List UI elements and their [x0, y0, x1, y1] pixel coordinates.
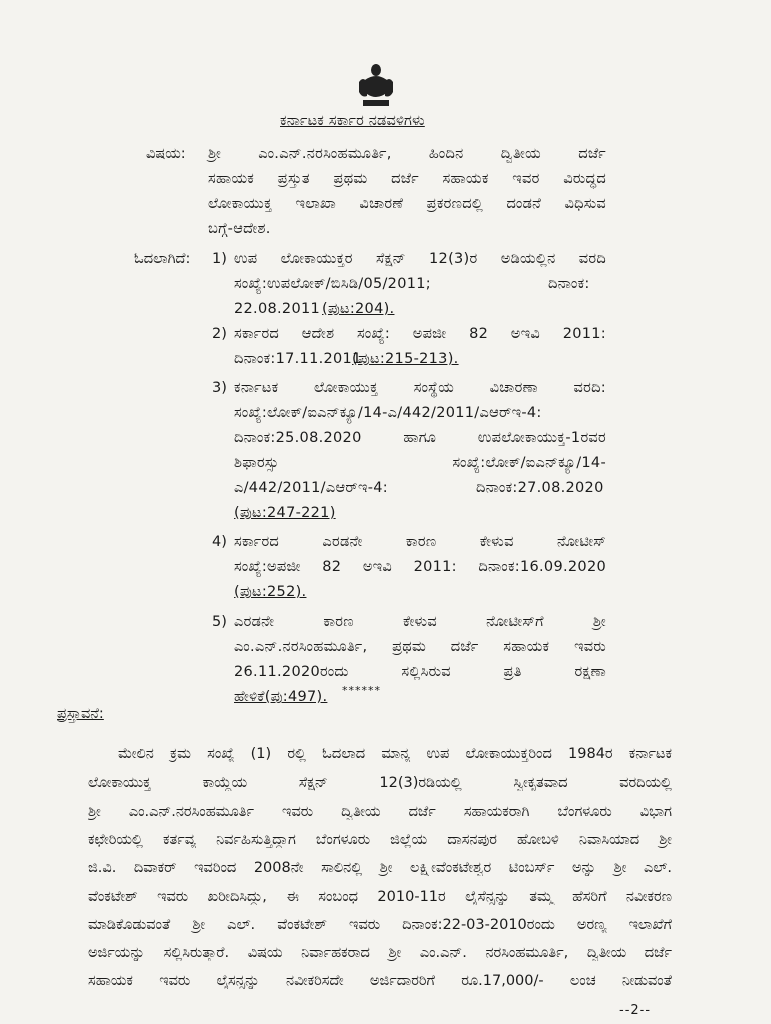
reference-2-line-1: ಸರ್ಕಾರದ ಆದೇಶ ಸಂಖ್ಯೆ: ಅಪಜೀ 82 ಅಇವಿ 2011: — [234, 326, 606, 342]
reference-1-line-1: ಉಪ ಲೋಕಾಯುಕ್ತರ ಸೆಕ್ಷನ್ 12(3)ರ ಅಡಿಯಲ್ಲಿನ ವರದಿ — [234, 251, 606, 267]
preamble-line: ಶ್ರೀ ಎಂ.ಎನ್.ನರಸಿಂಹಮೂರ್ತಿ ಇವರು ದ್ವಿತೀಯ ದರ್ಜೆ ಸಹಾಯಕರಾಗಿ ಬೆಂಗಳೂರು ವಿಭಾಗ — [88, 804, 672, 820]
reference-number: 2) — [212, 326, 227, 342]
reference-4-page: (ಪುಟ:252). — [234, 584, 307, 600]
reference-2-page: (ಪುಟ:215-213). — [352, 351, 459, 367]
reference-3-line-3: ದಿನಾಂಕ:25.08.2020 ಹಾಗೂ ಉಪಲೋಕಾಯುಕ್ತ-1ರವರ — [234, 430, 606, 446]
subject-line-1: ಶ್ರೀ ಎಂ.ಎನ್.ನರಸಿಂಹಮೂರ್ತಿ, ಹಿಂದಿನ ದ್ವಿತೀಯ ದರ್ಜೆ — [208, 146, 606, 162]
preamble-heading: ಪ್ರಸ್ತಾವನೆ: — [57, 706, 104, 722]
state-emblem-icon — [355, 62, 397, 110]
reference-1-date-label: ದಿನಾಂಕ: — [548, 276, 590, 292]
subject-line-4: ಬಗ್ಗೆ-ಆದೇಶ. — [208, 221, 271, 237]
reference-number: 4) — [212, 534, 227, 550]
reference-3-line-2: ಸಂಖ್ಯೆ:ಲೋಕ್/ಐಎನ್‌ಕ್ಯೂ/14-ಎ/442/2011/ಎಆರ್‌ಇ-4: — [234, 405, 542, 421]
reference-1-page: (ಪುಟ:204). — [322, 301, 395, 317]
preamble-line: ಲೋಕಾಯುಕ್ತ ಕಾಯ್ದೆಯ ಸೆಕ್ಷನ್ 12(3)ರಡಿಯಲ್ಲಿ ಸ್ವೀಕೃತವಾದ ವರದಿಯಲ್ಲಿ — [88, 775, 672, 791]
reference-1-line-2: ಸಂಖ್ಯೆ:ಉಪಲೋಕ್/ಬಿಸಿಡಿ/05/2011; — [234, 276, 431, 292]
reference-4-line-1: ಸರ್ಕಾರದ ಎರಡನೇ ಕಾರಣ ಕೇಳುವ ನೋಟೀಸ್ — [234, 534, 606, 550]
section-separator: ****** — [342, 684, 381, 697]
reference-5-line-1: ಎರಡನೇ ಕಾರಣ ಕೇಳುವ ನೋಟೀಸ್‌ಗೆ ಶ್ರೀ — [234, 614, 606, 630]
reference-3-date: ದಿನಾಂಕ:27.08.2020 — [476, 480, 604, 496]
reference-5-line-2: ಎಂ.ಎನ್.ನರಸಿಂಹಮೂರ್ತಿ, ಪ್ರಥಮ ದರ್ಜೆ ಸಹಾಯಕ ಇವರು — [234, 639, 606, 655]
preamble-line: ಮೇಲಿನ ಕ್ರಮ ಸಂಖ್ಯೆ (1) ರಲ್ಲಿ ಓದಲಾದ ಮಾನ್ಯ ಉಪ ಲೋಕಾಯುಕ್ತರಿಂದ 1984ರ ಕರ್ನಾಟಕ — [118, 746, 672, 762]
reference-2-line-2: ದಿನಾಂಕ:17.11.2011 — [234, 351, 362, 367]
preamble-line: ಸಹಾಯಕ ಇವರು ಲೈಸನ್ಸನ್ನು ನವೀಕರಿಸದೇ ಅರ್ಜಿದಾರರಿಗೆ ರೂ.17,000/- ಲಂಚ ನೀಡುವಂತೆ — [88, 973, 672, 989]
reference-1-line-3: 22.08.2011 — [234, 301, 321, 317]
subject-line-3: ಲೋಕಾಯುಕ್ತ ಇಲಾಖಾ ವಿಚಾರಣೆ ಪ್ರಕರಣದಲ್ಲಿ ದಂಡನೆ ವಿಧಿಸುವ — [208, 196, 606, 212]
reference-3-line-1: ಕರ್ನಾಟಕ ಲೋಕಾಯುಕ್ತ ಸಂಸ್ಥೆಯ ವಿಚಾರಣಾ ವರದಿ: — [234, 380, 606, 396]
preamble-line: ಜಿ.ವಿ. ದಿವಾಕರ್ ಇವರಿಂದ 2008ನೇ ಸಾಲಿನಲ್ಲಿ ಶ್ರೀ ಲಕ್ಷ್ಮೀವೆಂಕಟೇಶ್ವರ ಟಿಂಬರ್ಸ್ ಅನ್ನು ಶ್ರೀ ಎಲ್. — [88, 860, 672, 876]
reference-number: 5) — [212, 614, 227, 630]
subject-line-2: ಸಹಾಯಕ ಪ್ರಸ್ತುತ ಪ್ರಥಮ ದರ್ಜೆ ಸಹಾಯಕ ಇವರ ವಿರುದ್ಧದ — [208, 171, 606, 187]
reference-5-page: ಹೇಳಿಕೆ(ಪು:497). — [234, 689, 328, 705]
reference-3-line-4: ಶಿಫಾರಸ್ಸು ಸಂಖ್ಯೆ:ಲೋಕ್/ಐಎನ್‌ಕ್ಯೂ/14- — [234, 455, 606, 471]
reference-3-line-5: ಎ/442/2011/ಎಆರ್‌ಇ-4: — [234, 480, 388, 496]
reference-3-page: (ಪುಟ:247-221) — [234, 505, 336, 521]
preamble-line: ಮಾಡಿಕೊಡುವಂತೆ ಶ್ರೀ ಎಲ್. ವೆಂಕಟೇಶ್ ಇವರು ದಿನಾಂಕ:22-03-2010ರಂದು ಅರಣ್ಯ ಇಲಾಖೆಗೆ — [88, 917, 672, 933]
preamble-line: ಕಛೇರಿಯಲ್ಲಿ ಕರ್ತವ್ಯ ನಿರ್ವಹಿಸುತ್ತಿದ್ದಾಗ ಬೆಂಗಳೂರು ಜಿಲ್ಲೆಯ ದಾಸನಪುರ ಹೋಬಳಿ ನಿವಾಸಿಯಾದ ಶ್ರೀ — [88, 832, 672, 848]
page-number: --2-- — [619, 1003, 652, 1018]
reference-5-line-3: 26.11.2020ರಂದು ಸಲ್ಲಿಸಿರುವ ಪ್ರತಿ ರಕ್ಷಣಾ — [234, 664, 606, 680]
preamble-line: ಅರ್ಜಿಯನ್ನು ಸಲ್ಲಿಸಿರುತ್ತಾರೆ. ವಿಷಯ ನಿರ್ವಾಹಕರಾದ ಶ್ರೀ ಎಂ.ಎನ್. ನರಸಿಂಹಮೂರ್ತಿ, ದ್ವಿತೀಯ ದರ್ಜೆ — [88, 945, 672, 961]
references-label: ಓದಲಾಗಿದೆ: — [134, 251, 191, 267]
reference-number: 1) — [212, 251, 227, 267]
subject-label: ವಿಷಯ: — [146, 146, 186, 162]
reference-number: 3) — [212, 380, 227, 396]
page-title: ಕರ್ನಾಟಕ ಸರ್ಕಾರ ನಡವಳಿಗಳು — [280, 113, 425, 129]
preamble-line: ವೆಂಕಟೇಶ್ ಇವರು ಖರೀದಿಸಿದ್ದು, ಈ ಸಂಬಂಧ 2010-11ರ ಲೈಸೆನ್ಸನ್ನು ತಮ್ಮ ಹೆಸರಿಗೆ ನವೀಕರಣ — [88, 889, 672, 905]
reference-4-line-2: ಸಂಖ್ಯೆ:ಅಪಜೀ 82 ಅಇವಿ 2011: ದಿನಾಂಕ:16.09.2020 — [234, 559, 606, 575]
